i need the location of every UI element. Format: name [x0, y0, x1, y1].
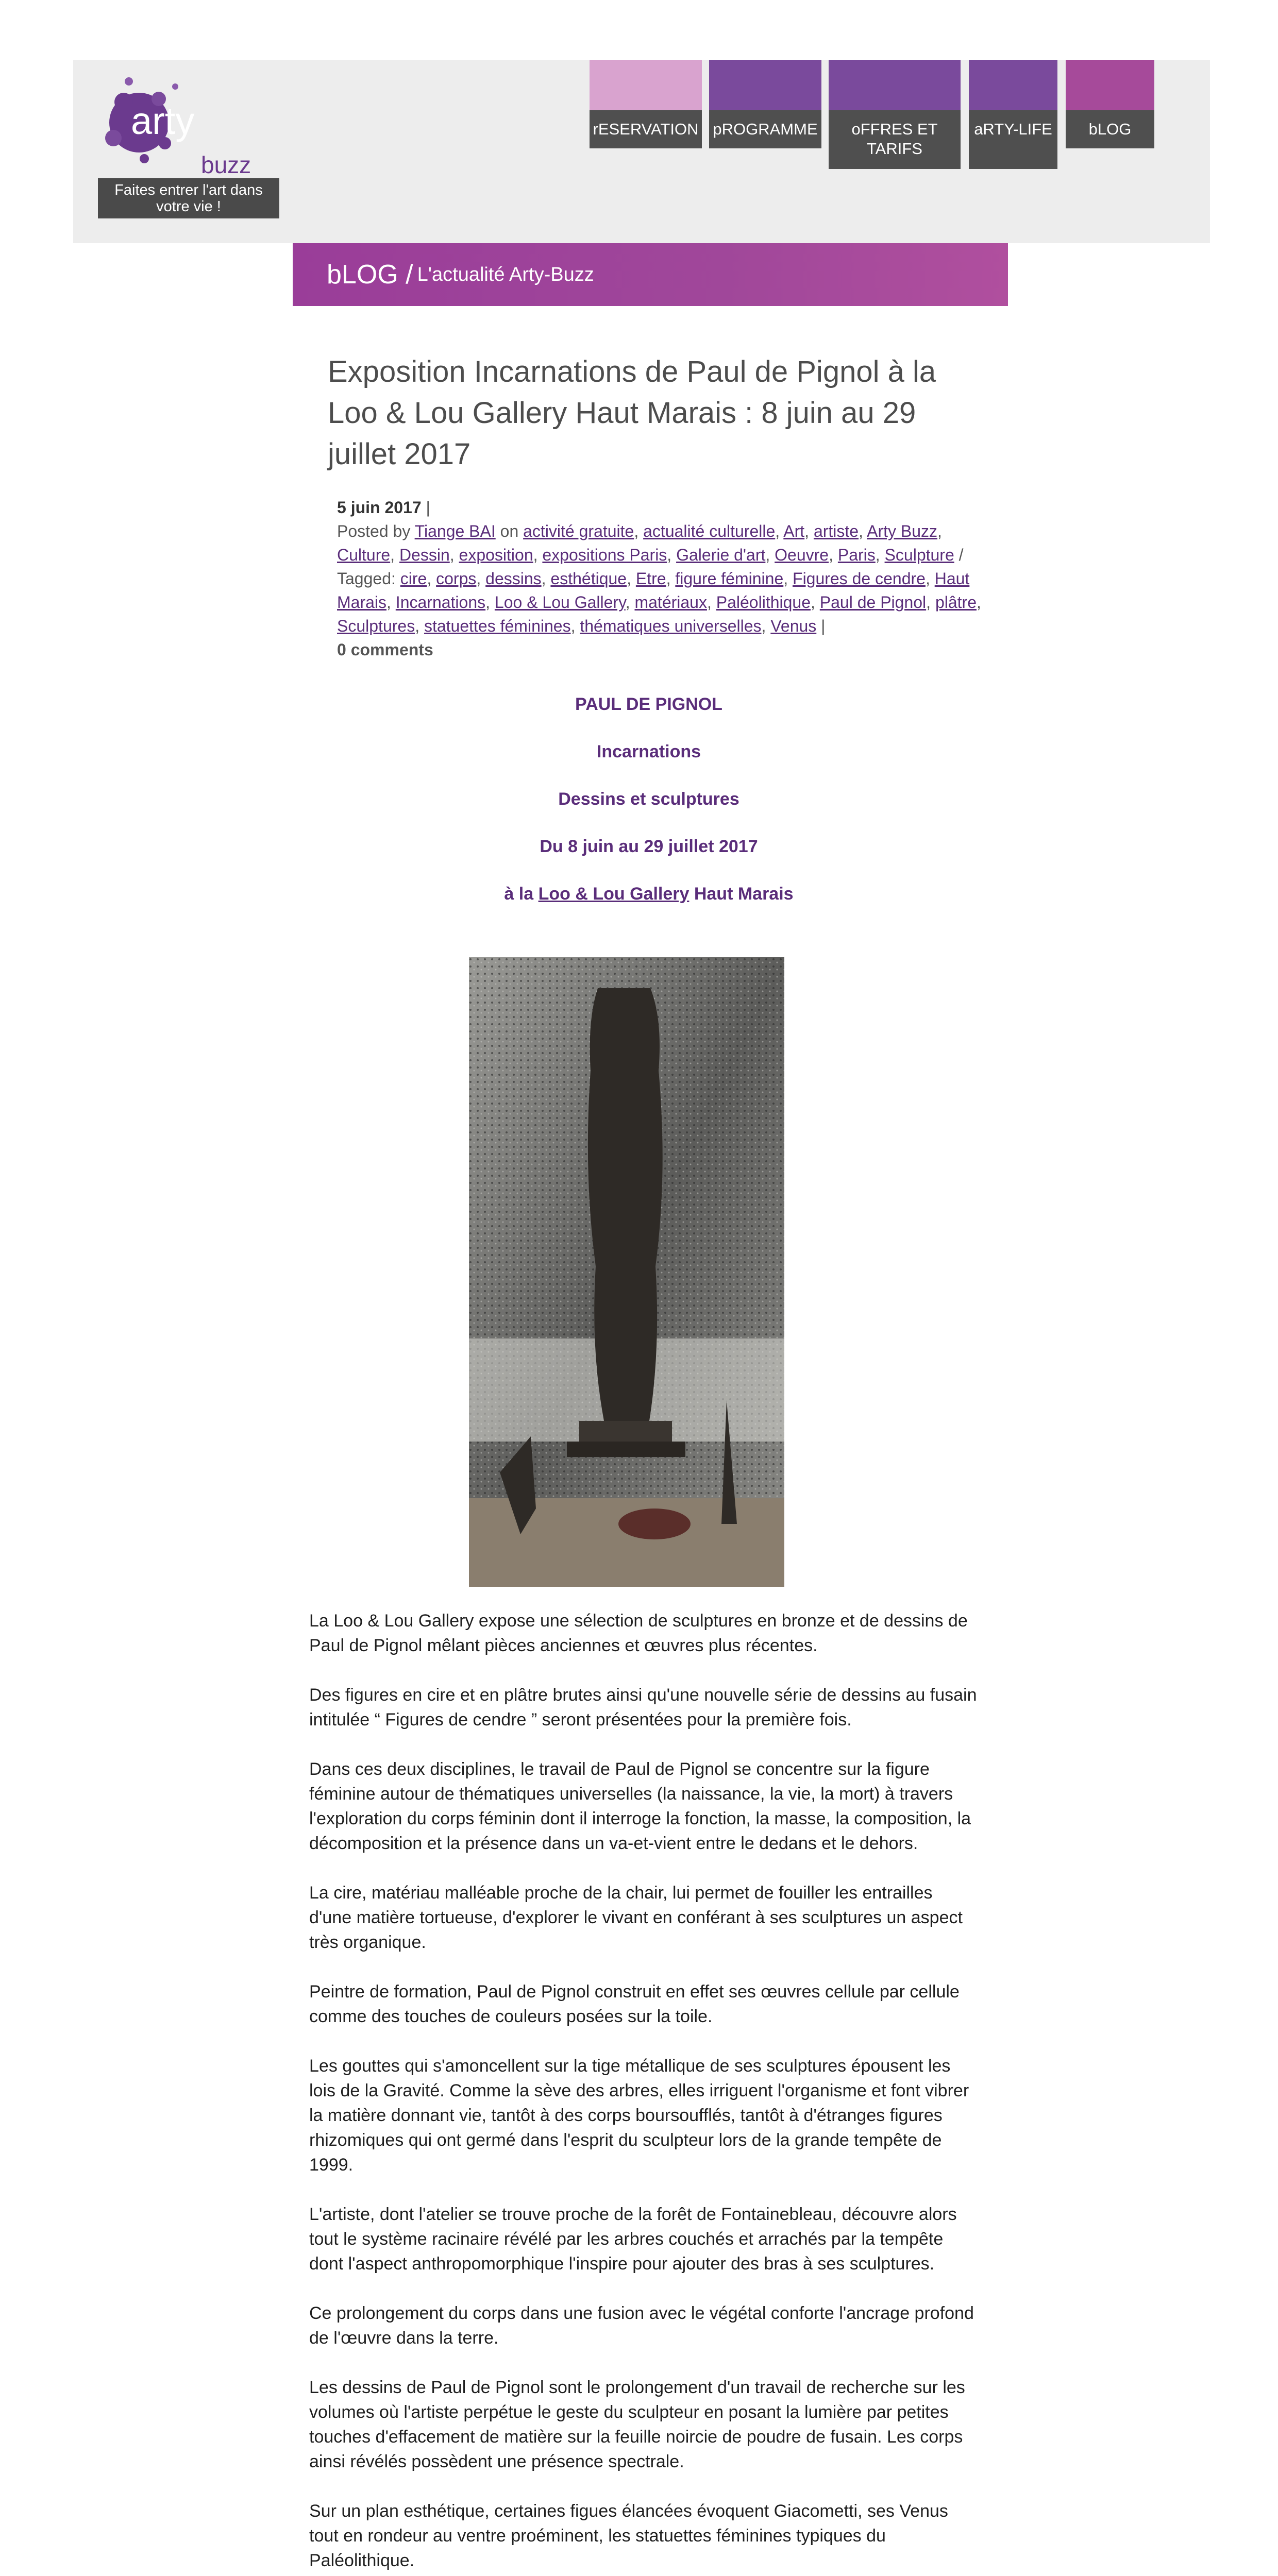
nav-color-tab: [829, 60, 961, 110]
post-taxonomy: [337, 519, 981, 638]
tag-link[interactable]: Incarnations: [395, 593, 486, 612]
nav-programme[interactable]: [709, 60, 821, 148]
sculpture-image: [469, 957, 784, 1587]
nav-reservation[interactable]: [590, 60, 702, 148]
nav-color-tab: [590, 60, 702, 110]
post-title[interactable]: Exposition Incarnations de Paul de Pignol à la Loo & Lou Gallery Haut Marais : 8 juin au 29 juillet 2017: [328, 355, 936, 471]
tag-link[interactable]: plâtre: [935, 593, 977, 612]
meta-separator: |: [816, 617, 826, 635]
link-separator: ,: [783, 569, 793, 588]
link-separator: ,: [804, 522, 814, 540]
category-link[interactable]: exposition: [459, 546, 533, 564]
tag-link[interactable]: Paléolithique: [716, 593, 811, 612]
tag-links: [337, 569, 981, 635]
tagline: Faites entrer l'art dans votre vie !: [98, 178, 279, 218]
tag-link[interactable]: Etre: [635, 569, 666, 588]
posted-by-label: Posted by: [337, 522, 415, 540]
logo-word-arty: arty: [131, 99, 195, 142]
exhibition-artist: PAUL DE PIGNOL: [575, 694, 722, 714]
tag-link[interactable]: Paul de Pignol: [819, 593, 927, 612]
nav-label: pROGRAMME: [709, 110, 821, 148]
tag-link[interactable]: esthétique: [550, 569, 627, 588]
category-link[interactable]: artiste: [813, 522, 859, 540]
category-link[interactable]: activité gratuite: [523, 522, 634, 540]
tagged-label: / Tagged:: [337, 546, 964, 588]
exhibition-name: Incarnations: [596, 742, 701, 761]
logo-word-buzz: buzz: [201, 151, 251, 178]
tag-link[interactable]: Figures de cendre: [793, 569, 926, 588]
link-separator: ,: [386, 593, 396, 612]
category-link[interactable]: expositions Paris: [542, 546, 667, 564]
category-link[interactable]: Paris: [837, 546, 876, 564]
body-paragraph: La Loo & Lou Gallery expose une sélection de sculptures en bronze et de dessins de Paul de Pignol mêlant pièces anciennes et œuvres plus récentes.: [309, 1611, 968, 1655]
link-separator: ,: [627, 569, 636, 588]
link-separator: ,: [570, 617, 580, 635]
banner-subtitle: L'actualité Arty-Buzz: [417, 263, 594, 285]
link-separator: ,: [761, 617, 771, 635]
link-separator: ,: [976, 593, 981, 612]
body-paragraph: Des figures en cire et en plâtre brutes ainsi qu'une nouvelle série de dessins au fusain intitulée “ Figures de cendre ” seront présentées pour la première fois.: [309, 1685, 977, 1730]
exhibition-venue: [290, 882, 1008, 906]
nav-arty-life[interactable]: [969, 60, 1057, 169]
category-link[interactable]: Arty Buzz: [867, 522, 938, 540]
link-separator: ,: [925, 569, 935, 588]
link-separator: ,: [875, 546, 885, 564]
link-separator: ,: [829, 546, 838, 564]
body-paragraph: Dans ces deux disciplines, le travail de Paul de Pignol se concentre sur la figure féminine autour de thématiques universelles (la naissance, la vie, la mort) à travers l'exploration du corps féminin dont il interroge la fonction, la masse, la composition, la décomposition et la présence dans un va-et-vient entre le dedans et le dehors.: [309, 1759, 971, 1853]
link-separator: ,: [765, 546, 775, 564]
link-separator: ,: [667, 546, 677, 564]
link-separator: ,: [707, 593, 716, 612]
link-separator: ,: [415, 617, 424, 635]
category-link[interactable]: Culture: [337, 546, 391, 564]
post-meta: [337, 496, 981, 662]
body-paragraph: Sur un plan esthétique, certaines figues élancées évoquent Giacometti, ses Venus tout en rondeur au ventre proéminent, les statuettes féminines typiques du Paléolithique.: [309, 2501, 948, 2570]
link-separator: ,: [390, 546, 399, 564]
nav-offres-tarifs[interactable]: [829, 60, 961, 169]
link-separator: ,: [634, 522, 644, 540]
category-link[interactable]: Art: [783, 522, 805, 540]
author-link[interactable]: Tiange BAI: [414, 522, 496, 540]
body-paragraph: Les gouttes qui s'amoncellent sur la tige métallique de ses sculptures épousent les lois de la Gravité. Comme la sève des arbres, elles irriguent l'organisme et font vibrer la matière donnant vie, tantôt à des corps boursoufflés, tantôt à d'étranges figures rhizomiques qui ont germé dans l'esprit du sculpteur lors de la grande tempête de 1999.: [309, 2056, 969, 2175]
link-separator: ,: [485, 593, 495, 612]
link-separator: ,: [666, 569, 676, 588]
category-link[interactable]: Galerie d'art: [676, 546, 766, 564]
nav-label: bLOG: [1066, 110, 1154, 148]
category-link[interactable]: Dessin: [399, 546, 450, 564]
article-body: [309, 1608, 979, 2576]
tag-link[interactable]: corps: [436, 569, 477, 588]
comments-link[interactable]: 0 comments: [337, 640, 433, 659]
exhibition-dates: Du 8 juin au 29 juillet 2017: [540, 837, 758, 856]
nav-label: aRTY-LIFE: [969, 110, 1057, 169]
venue-prefix: à la: [504, 884, 539, 904]
tag-link[interactable]: figure féminine: [675, 569, 784, 588]
on-label: on: [495, 522, 524, 540]
banner-title: bLOG /: [327, 260, 413, 290]
body-paragraph: La cire, matériau malléable proche de la chair, lui permet de fouiller les entrailles d'une matière tortueuse, d'explorer le vivant en conférant à ses sculptures un aspect très organique.: [309, 1883, 963, 1952]
tag-link[interactable]: Sculptures: [337, 617, 415, 635]
exhibition-subtitle: Dessins et sculptures: [558, 789, 739, 809]
post-date: 5 juin 2017: [337, 498, 422, 517]
body-paragraph: Peintre de formation, Paul de Pignol construit en effet ses œuvres cellule par cellule comme des touches de couleurs posées sur la toile.: [309, 1982, 960, 2026]
blog-banner: [293, 243, 1008, 306]
link-separator: ,: [476, 569, 486, 588]
tag-link[interactable]: matériaux: [634, 593, 707, 612]
tag-link[interactable]: Venus: [770, 617, 817, 635]
link-separator: ,: [811, 593, 820, 612]
nav-label: oFFRES ET TARIFS: [829, 110, 961, 169]
nav-color-tab: [1066, 60, 1154, 110]
link-separator: ,: [533, 546, 543, 564]
tag-link[interactable]: thématiques universelles: [580, 617, 762, 635]
meta-separator: |: [421, 498, 430, 517]
tag-link[interactable]: dessins: [485, 569, 542, 588]
link-separator: ,: [926, 593, 935, 612]
nav-label: rESERVATION: [590, 110, 702, 148]
link-separator: ,: [449, 546, 459, 564]
exhibition-info: [290, 692, 1008, 906]
tag-link[interactable]: Loo & Lou Gallery: [494, 593, 626, 612]
link-separator: ,: [541, 569, 551, 588]
sculpture-photo: [469, 957, 784, 1587]
category-link[interactable]: Oeuvre: [775, 546, 829, 564]
venue-suffix: Haut Marais: [689, 884, 794, 904]
link-separator: ,: [625, 593, 635, 612]
link-separator: ,: [937, 522, 942, 540]
tag-link[interactable]: Haut Marais: [337, 569, 970, 612]
body-paragraph: Ce prolongement du corps dans une fusion avec le végétal conforte l'ancrage profond de l'œuvre dans la terre.: [309, 2303, 974, 2348]
body-paragraph: L'artiste, dont l'atelier se trouve proche de la forêt de Fontainebleau, découvre alors tout le système racinaire révélé par les arbres couchés et arrachés par la tempête dont l'aspect anthropomorphique l'inspire pour ajouter des bras à ses sculptures.: [309, 2205, 957, 2274]
logo-splash-icon: [98, 66, 279, 179]
article: [290, 306, 1008, 929]
category-link[interactable]: Sculpture: [884, 546, 954, 564]
tag-link[interactable]: cire: [400, 569, 427, 588]
link-separator: ,: [859, 522, 867, 540]
body-paragraph: Les dessins de Paul de Pignol sont le prolongement d'un travail de recherche sur les volumes où l'artiste perpétue le geste du sculpteur en posant la lumière par petites touches d'effacement de matière sur la feuille noircie de poudre de fusain. Les corps ainsi révélés possèdent une présence spectrale.: [309, 2378, 965, 2471]
nav-blog[interactable]: [1066, 60, 1154, 148]
nav-color-tab: [709, 60, 821, 110]
link-separator: ,: [427, 569, 436, 588]
category-link[interactable]: actualité culturelle: [643, 522, 776, 540]
link-separator: ,: [775, 522, 784, 540]
venue-link[interactable]: Loo & Lou Gallery: [538, 884, 690, 904]
nav-color-tab: [969, 60, 1057, 110]
tag-link[interactable]: statuettes féminines: [424, 617, 571, 635]
